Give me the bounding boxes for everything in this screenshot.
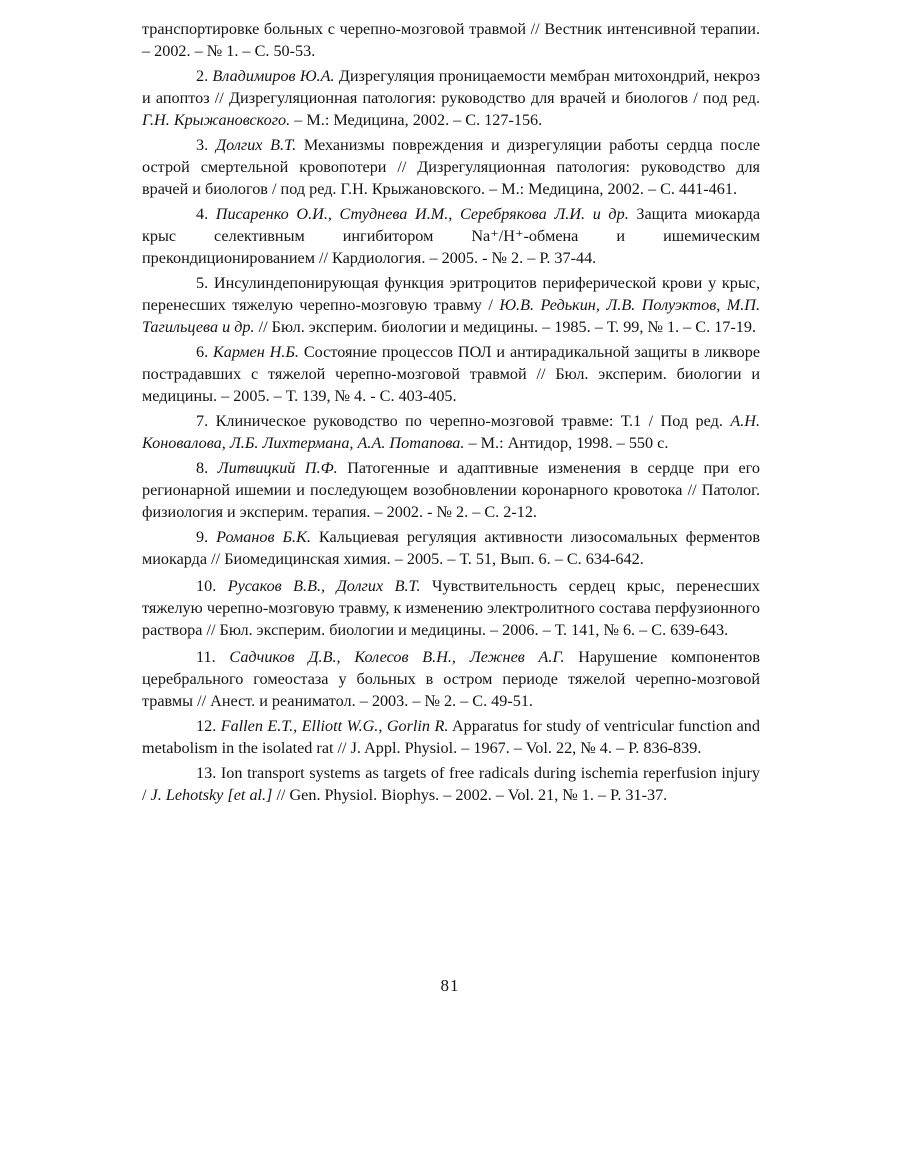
reference-item-8 bbox=[142, 457, 760, 523]
reference-item-9 bbox=[142, 526, 760, 570]
reference-text: Патогенные и адаптивные изменения в сердце при его регионарной ишемии и последующем возобновлении коронарного кровотока // Патолог. физиология и эксперим. терапия. – 2002. - № 2. – С. 2-12. bbox=[142, 459, 761, 521]
reference-item-7 bbox=[142, 410, 760, 454]
reference-item-3 bbox=[142, 134, 760, 200]
reference-number: 7. bbox=[196, 412, 209, 430]
reference-item-12 bbox=[142, 715, 760, 759]
reference-authors: Русаков В.В., Долгих В.Т. bbox=[227, 577, 421, 595]
reference-authors: Садчиков Д.В., Колесов В.Н., Лежнев А.Г. bbox=[229, 648, 565, 666]
reference-number: 2. bbox=[196, 67, 209, 85]
reference-item-4 bbox=[142, 203, 760, 269]
reference-number: 6. bbox=[196, 343, 209, 361]
reference-authors: Долгих В.Т. bbox=[215, 136, 297, 154]
reference-authors: J. Lehotsky [et al.] bbox=[150, 786, 273, 804]
reference-text: Защита миокарда крыс селективным ингибитором Na⁺/H⁺-обмена и ишемическим прекондиционированием // Кардиология. – 2005. - № 2. – Р. 37-44. bbox=[142, 205, 760, 267]
reference-text: Механизмы повреждения и дизрегуляции работы сердца после острой смертельной кровопотери // Дизрегуляционная патология: руководство для врачей и биологов / под ред. Г.Н. Крыжановского. – М.: Медицина, 2002. – С. 441-461. bbox=[142, 136, 761, 198]
reference-text: Состояние процессов ПОЛ и антирадикальной защиты в ликворе пострадавших с тяжелой черепно-мозговой травмой // Бюл. эксперим. биологии и медицины. – 2005. – Т. 139, № 4. - С. 403-405. bbox=[142, 343, 761, 405]
reference-number: 4. bbox=[196, 205, 209, 223]
reference-source: // Бюл. эксперим. биологии и медицины. – 1985. – Т. 99, № 1. – С. 17-19. bbox=[258, 318, 757, 336]
reference-item-11 bbox=[142, 646, 760, 712]
reference-item-5 bbox=[142, 272, 760, 338]
reference-text: транспортировке больных с черепно-мозговой травмой // Вестник интенсивной терапии. – 2002. – № 1. – С. 50-53. bbox=[142, 20, 760, 60]
reference-text: Дизрегуляция проницаемости мембран митохондрий, некроз и апоптоз // Дизрегуляционная патология: руководство для врачей и биологов / под ред. bbox=[142, 67, 761, 107]
reference-text: Кальциевая регуляция активности лизосомальных ферментов миокарда // Биомедицинская химия. – 2005. – Т. 51, Вып. 6. – С. 634-642. bbox=[142, 528, 760, 568]
reference-item-1-continuation bbox=[142, 18, 760, 62]
reference-text: Нарушение компонентов церебрального гомеостаза у больных в остром периоде тяжелой черепно-мозговой травмы // Анест. и реаниматол. – 2003. – № 2. – С. 49-51. bbox=[142, 648, 760, 710]
reference-item-13 bbox=[142, 762, 760, 806]
reference-authors: Романов Б.К. bbox=[216, 528, 311, 546]
reference-publisher: – М.: Антидор, 1998. – 550 с. bbox=[468, 434, 669, 452]
reference-editors: Г.Н. Крыжановского. bbox=[142, 111, 291, 129]
reference-number: 12. bbox=[196, 717, 217, 735]
reference-number: 3. bbox=[196, 136, 209, 154]
reference-list bbox=[142, 18, 760, 809]
reference-text: Инсулиндепонирующая функция эритроцитов периферической крови у крыс, перенесших тяжелую черепно-мозговую травму / bbox=[142, 274, 760, 314]
reference-item-6 bbox=[142, 341, 760, 407]
page-number: 81 bbox=[440, 976, 460, 995]
reference-source: // Gen. Physiol. Biophys. – 2002. – Vol. 21, № 1. – P. 31-37. bbox=[276, 786, 668, 804]
reference-publisher: – М.: Медицина, 2002. – С. 127-156. bbox=[294, 111, 543, 129]
reference-number: 9. bbox=[196, 528, 209, 546]
reference-text: Клиническое руководство по черепно-мозговой травме: Т.1 / Под ред. bbox=[215, 412, 723, 430]
reference-authors: Кармен Н.Б. bbox=[213, 343, 299, 361]
reference-item-2 bbox=[142, 65, 760, 131]
reference-text: Ion transport systems as targets of free radicals during ischemia reperfusion injury / bbox=[142, 764, 761, 804]
reference-authors: Владимиров Ю.А. bbox=[212, 67, 335, 85]
reference-text: Чувствительность сердец крыс, перенесших тяжелую черепно-мозговую травму, к изменению электролитного состава перфузионного раствора // Бюл. эксперим. биологии и медицины. – 2006. – Т. 141, № 6. – С. 639-643. bbox=[142, 577, 761, 639]
reference-editors: А.Н. Коновалова, Л.Б. Лихтермана, А.А. Потапова. bbox=[142, 412, 761, 452]
reference-number: 11. bbox=[196, 648, 216, 666]
reference-number: 10. bbox=[196, 577, 217, 595]
reference-authors: Писаренко О.И., Студнева И.М., Серебрякова Л.И. и др. bbox=[215, 205, 629, 223]
reference-authors: Литвицкий П.Ф. bbox=[217, 459, 338, 477]
reference-authors: Ю.В. Редькин, Л.В. Полуэктов, М.П. Тагильцева и др. bbox=[142, 296, 761, 336]
reference-text: Apparatus for study of ventricular function and metabolism in the isolated rat // J. Appl. Physiol. – 1967. – Vol. 22, № 4. – P. 836-839. bbox=[142, 717, 760, 757]
reference-number: 13. bbox=[196, 764, 217, 782]
reference-authors: Fallen E.T., Elliott W.G., Gorlin R. bbox=[220, 717, 449, 735]
reference-item-10 bbox=[142, 575, 760, 641]
reference-number: 8. bbox=[196, 459, 209, 477]
reference-number: 5. bbox=[196, 274, 209, 292]
